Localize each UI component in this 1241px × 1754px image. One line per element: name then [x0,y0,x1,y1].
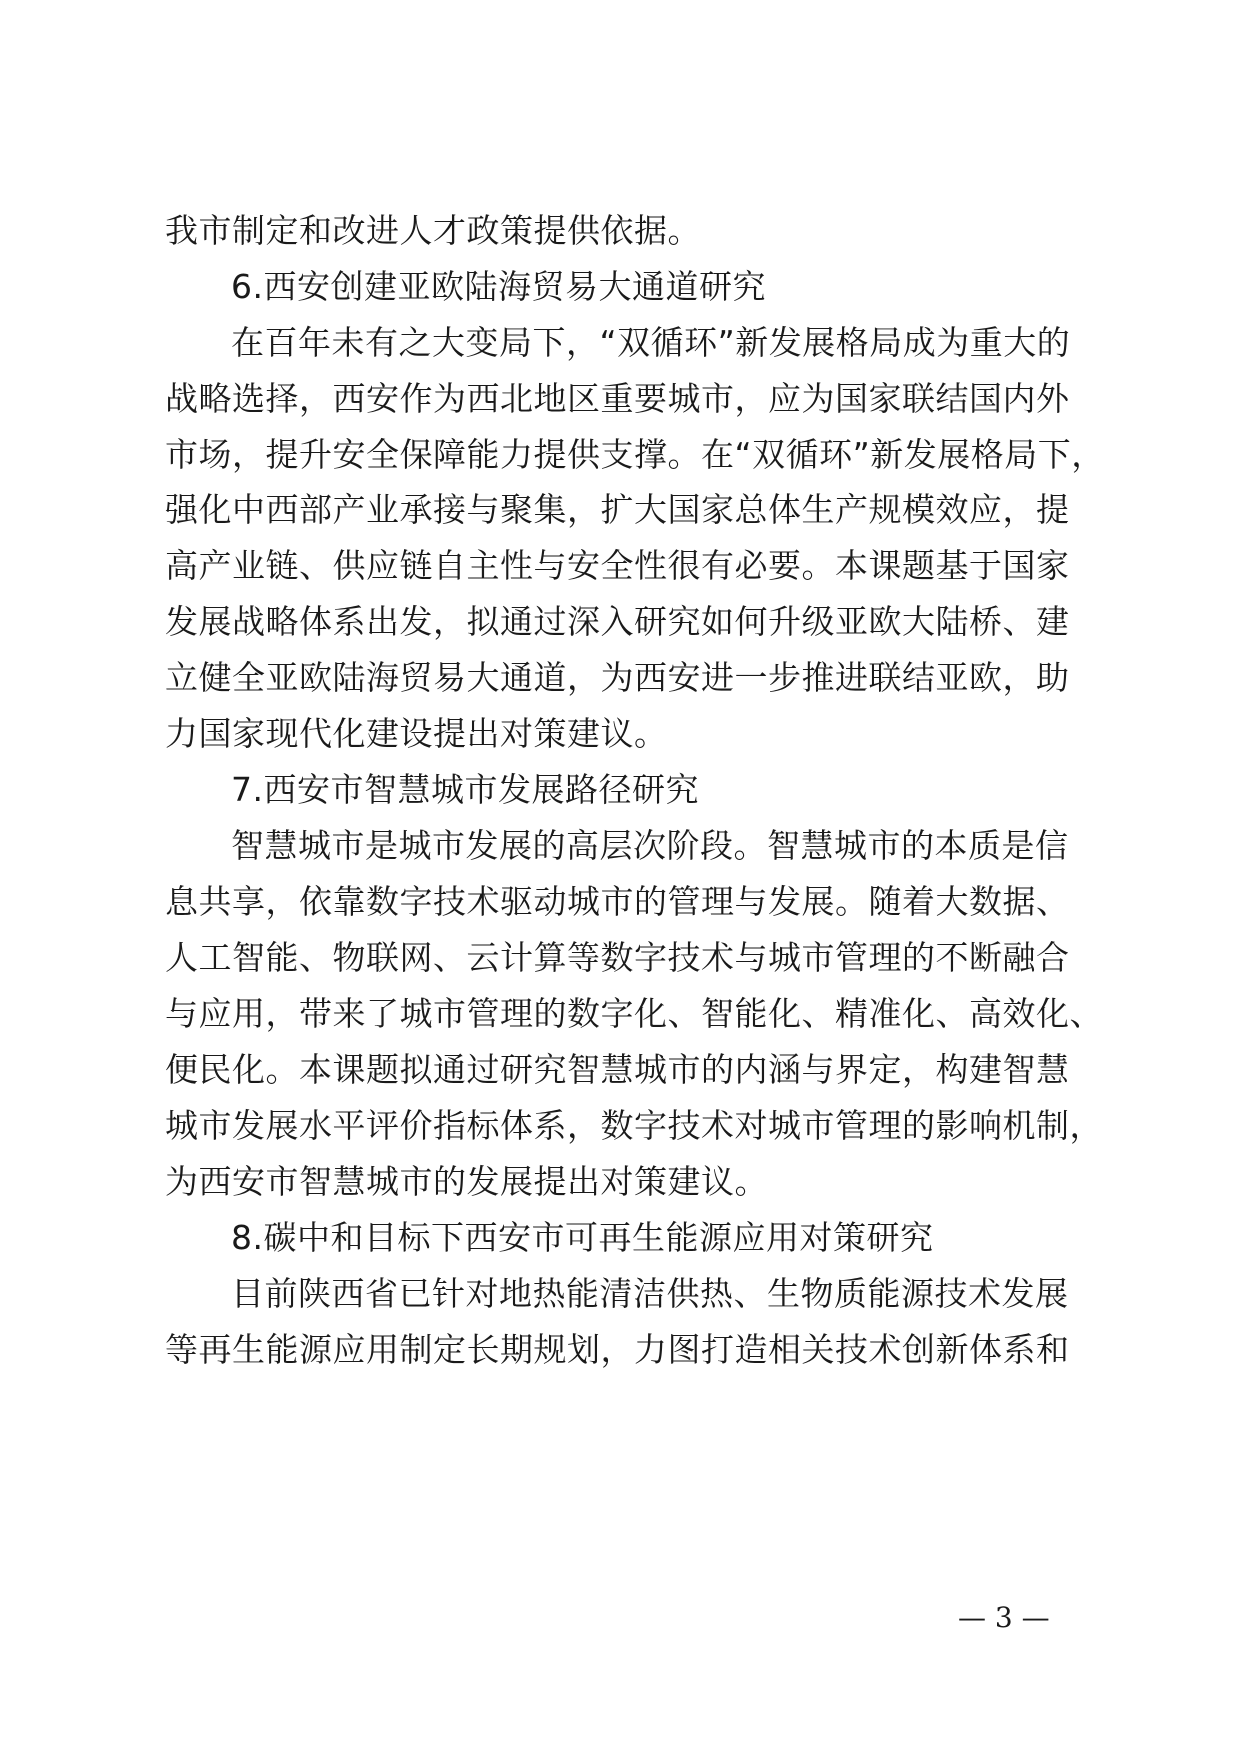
paragraph-line: 便民化。本课题拟通过研究智慧城市的内涵与界定，构建智慧 [165,1050,1070,1089]
paragraph-line: 目前陕西省已针对地热能清洁供热、生物质能源技术发展 [231,1274,1069,1313]
paragraph-line: 高产业链、供应链自主性与安全性很有必要。本课题基于国家 [165,546,1070,585]
paragraph-line: 与应用，带来了城市管理的数字化、智能化、精准化、高效化、 [165,994,1103,1033]
paragraph-line: 在百年未有之大变局下，“双循环”新发展格局成为重大的 [231,323,1071,362]
paragraph-line: 等再生能源应用制定长期规划，力图打造相关技术创新体系和 [165,1330,1070,1369]
paragraph-line: 市场，提升安全保障能力提供支撑。在“双循环”新发展格局下， [165,435,1105,474]
paragraph-line: 立健全亚欧陆海贸易大通道，为西安进一步推进联结亚欧，助 [165,658,1070,697]
paragraph-line: 息共享，依靠数字技术驱动城市的管理与发展。随着大数据、 [165,882,1070,921]
paragraph-line: 发展战略体系出发，拟通过深入研究如何升级亚欧大陆桥、建 [165,602,1070,641]
paragraph-line: 强化中西部产业承接与聚集，扩大国家总体生产规模效应，提 [165,490,1070,529]
section-heading: 6.西安创建亚欧陆海贸易大通道研究 [231,267,766,306]
section-heading: 8.碳中和目标下西安市可再生能源应用对策研究 [231,1218,934,1257]
paragraph-line: 战略选择，西安作为西北地区重要城市，应为国家联结国内外 [165,379,1070,418]
section-heading: 7.西安市智慧城市发展路径研究 [231,770,699,809]
paragraph-line: 城市发展水平评价指标体系，数字技术对城市管理的影响机制， [165,1106,1103,1145]
paragraph-line: 人工智能、物联网、云计算等数字技术与城市管理的不断融合 [165,938,1070,977]
paragraph-line: 智慧城市是城市发展的高层次阶段。智慧城市的本质是信 [231,826,1069,865]
paragraph-line: 为西安市智慧城市的发展提出对策建议。 [165,1162,768,1201]
text-line: 我市制定和改进人才政策提供依据。 [165,211,701,250]
paragraph-line: 力国家现代化建设提出对策建议。 [165,714,668,753]
page-number: — 3 — [958,1601,1050,1634]
